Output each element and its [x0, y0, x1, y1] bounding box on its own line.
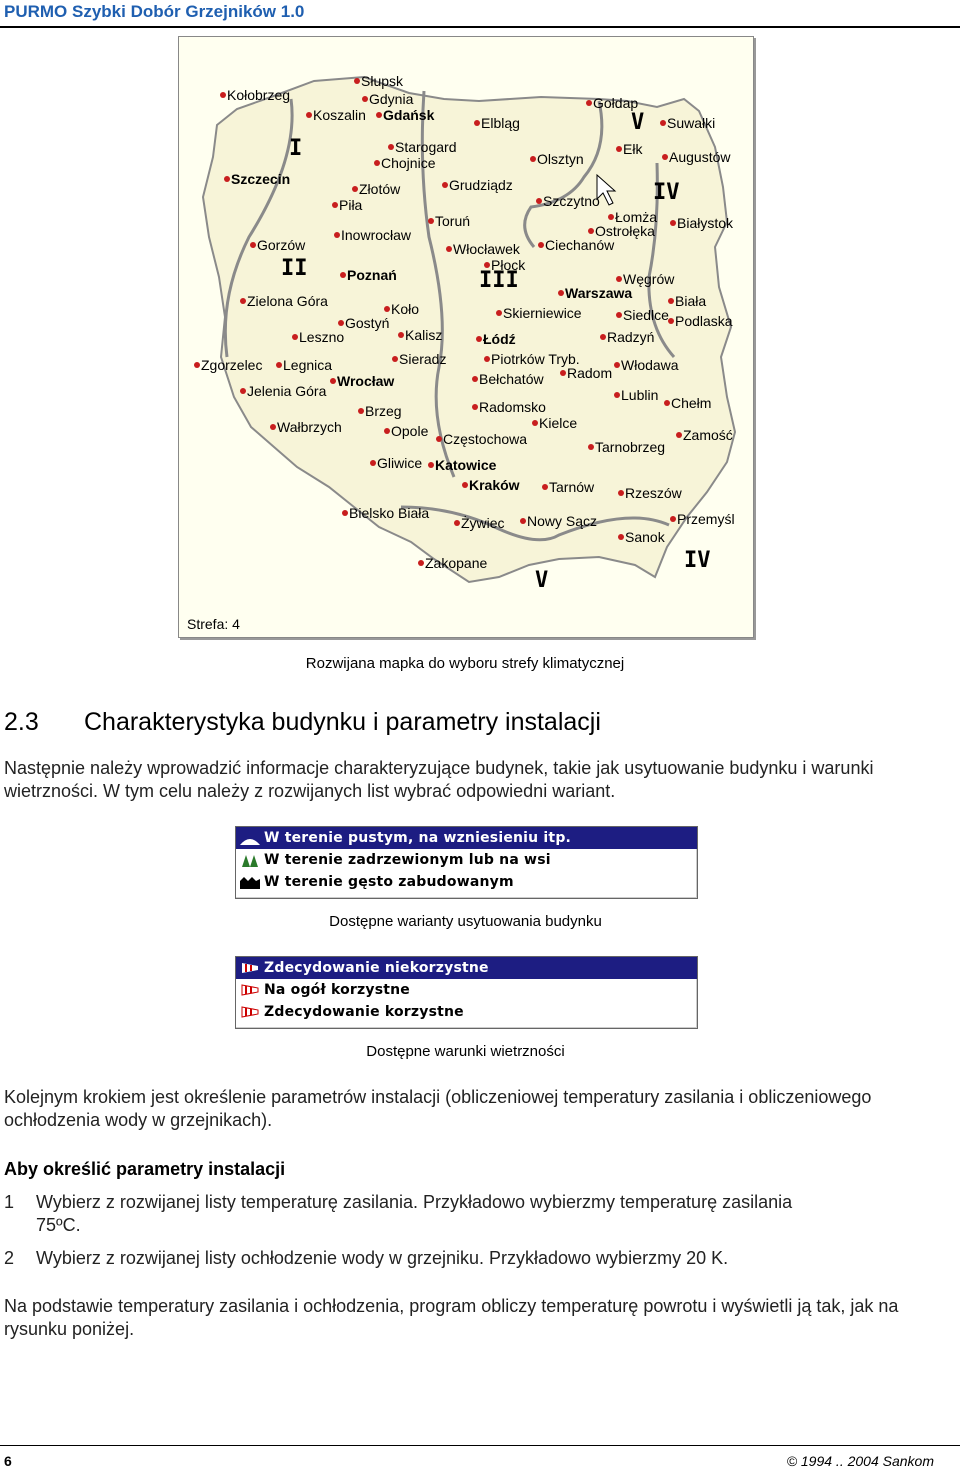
city-dot[interactable] [384, 428, 390, 434]
zone-label: II [281, 256, 308, 281]
map-caption: Rozwijana mapka do wyboru strefy klimatycznej [305, 655, 625, 672]
city-label: Augustów [669, 149, 731, 165]
list-item-label: W terenie pustym, na wzniesieniu itp. [264, 830, 572, 846]
city-label: Gorzów [257, 237, 306, 253]
city-label: Chełm [671, 395, 712, 411]
city-dot[interactable] [520, 518, 526, 524]
step-2 [4, 1247, 944, 1270]
city-dot[interactable] [608, 214, 614, 220]
list-item[interactable] [236, 1001, 697, 1023]
city-label: Rzeszów [625, 485, 682, 501]
city-dot[interactable] [358, 408, 364, 414]
city-dot[interactable] [388, 144, 394, 150]
city-label: Koszalin [313, 107, 366, 123]
city-label: Ciechanów [545, 237, 615, 253]
city-label: Nowy Sącz [527, 513, 598, 529]
city-label: Gliwice [377, 455, 423, 471]
step-number: 1 [4, 1192, 15, 1212]
city-label: Gostyń [345, 315, 390, 331]
city-label: Łomża [615, 209, 658, 225]
city-dot[interactable] [224, 176, 230, 182]
footer-rule [0, 1445, 960, 1446]
city-dot[interactable] [454, 520, 460, 526]
step-1 [4, 1191, 944, 1237]
city-label: Piotrków Tryb. [491, 351, 580, 367]
city-label: Sanok [625, 529, 665, 545]
list-item[interactable] [236, 871, 697, 893]
city-dot[interactable] [618, 490, 624, 496]
list-item[interactable] [236, 957, 697, 979]
city-label: Jelenia Góra [247, 383, 327, 399]
city-label: Węgrów [623, 271, 675, 287]
poland-outline [203, 77, 735, 582]
city-label: Legnica [283, 357, 333, 373]
city-dot[interactable] [334, 232, 340, 238]
section-number: 2.3 [4, 708, 39, 736]
city-dot[interactable] [340, 272, 346, 278]
step-text: Wybierz z rozwijanej listy ochłodzenie wody w grzejniku. Przykładowo wybierzmy 20 K. [36, 1248, 729, 1268]
city-label: Starogard [395, 139, 457, 155]
city-dot[interactable] [532, 420, 538, 426]
section-title: Charakterystyka budynku i parametry instalacji [84, 708, 601, 736]
city-dot[interactable] [436, 436, 442, 442]
city-dot[interactable] [560, 370, 566, 376]
city-label: Ełk [623, 141, 643, 157]
city-label: Sieradz [399, 351, 447, 367]
city-dot[interactable] [614, 392, 620, 398]
list-item[interactable] [236, 849, 697, 871]
city-dot[interactable] [332, 202, 338, 208]
city-dot[interactable] [538, 242, 544, 248]
list-item-label: Zdecydowanie niekorzystne [264, 960, 489, 976]
city-dot[interactable] [338, 320, 344, 326]
city-dot[interactable] [614, 362, 620, 368]
city-dot[interactable] [616, 146, 622, 152]
city-dot[interactable] [616, 276, 622, 282]
city-label: Bełchatów [479, 371, 544, 387]
city-label: Szczytno [543, 193, 600, 209]
city-label: Podlaska [675, 313, 733, 329]
city-label: Kołobrzeg [227, 87, 291, 103]
city-label: Leszno [299, 329, 345, 345]
windsock-icon [240, 961, 260, 975]
city-label: Włocławek [453, 241, 520, 257]
wind-caption: Dostępne warunki wietrzności [366, 1043, 565, 1060]
city-label: Koło [391, 301, 420, 317]
city-label: Poznań [347, 267, 397, 283]
section-heading [4, 708, 601, 737]
trees-icon [240, 853, 260, 867]
city-dot[interactable] [474, 120, 480, 126]
city-dot[interactable] [536, 198, 542, 204]
city-dot[interactable] [670, 516, 676, 522]
zone-label: IV [684, 548, 711, 573]
city-dot[interactable] [660, 120, 666, 126]
city-dot[interactable] [558, 290, 564, 296]
city-dot[interactable] [676, 432, 682, 438]
city-dot[interactable] [586, 100, 592, 106]
city-dot[interactable] [484, 356, 490, 362]
city-label: Chojnice [381, 155, 436, 171]
city-label: Kraków [469, 477, 520, 493]
hill-house-icon [240, 831, 260, 845]
city-dot[interactable] [662, 154, 668, 160]
city-label: Włodawa [621, 357, 679, 373]
step-text: 75ºC. [36, 1215, 81, 1235]
city-label: Piła [339, 197, 363, 213]
city-label: Tarnobrzeg [595, 439, 666, 455]
city-label: Łódź [483, 331, 516, 347]
city-dot[interactable] [270, 424, 276, 430]
city-label: Wrocław [337, 373, 395, 389]
city-label: Inowrocław [341, 227, 412, 243]
city-label: Wałbrzych [277, 419, 342, 435]
city-dot[interactable] [446, 246, 452, 252]
zone-label: V [631, 110, 645, 135]
city-label: Katowice [435, 457, 497, 473]
city-label: Opole [391, 423, 429, 439]
city-dot[interactable] [616, 312, 622, 318]
city-dot[interactable] [484, 262, 490, 268]
document-title: PURMO Szybki Dobór Grzejników 1.0 [4, 2, 305, 21]
list-item-label: Zdecydowanie korzystne [264, 1004, 464, 1020]
city-label: Biała [675, 293, 707, 309]
city-label: Zakopane [425, 555, 488, 571]
city-label: Kielce [539, 415, 578, 431]
city-dot[interactable] [220, 92, 226, 98]
windsock-icon [240, 983, 260, 997]
city-label: Brzeg [365, 403, 402, 419]
city-dot[interactable] [292, 334, 298, 340]
city-dot[interactable] [352, 186, 358, 192]
city-dot[interactable] [354, 78, 360, 84]
return-temp-paragraph: Na podstawie temperatury zasilania i ochłodzenia, program obliczy temperaturę powrotu i wyświetli ją tak, jak na rysunku poniżej. [4, 1296, 899, 1339]
list-item-label: W terenie gęsto zabudowanym [264, 874, 514, 890]
city-dot[interactable] [374, 160, 380, 166]
city-dot[interactable] [496, 310, 502, 316]
intro-paragraph: Następnie należy wprowadzić informacje charakteryzujące budynek, takie jak usytuowanie budynku i warunki wietrzności. W tym celu należy z rozwijanych list wybrać odpowiedni wariant. [4, 758, 874, 801]
city-dot[interactable] [428, 218, 434, 224]
climate-zone-map[interactable] [178, 36, 754, 638]
list-item[interactable] [236, 827, 697, 849]
city-dot[interactable] [618, 534, 624, 540]
city-dot[interactable] [370, 460, 376, 466]
subheading: Aby określić parametry instalacji [4, 1159, 286, 1179]
zone-label: IV [653, 180, 680, 205]
zone-label: III [479, 268, 519, 293]
city-dot[interactable] [240, 388, 246, 394]
city-label: Zgorzelec [201, 357, 263, 373]
city-label: Słupsk [361, 73, 404, 89]
city-dot[interactable] [250, 242, 256, 248]
city-dot[interactable] [664, 400, 670, 406]
city-label: Płock [491, 257, 526, 273]
buildings-icon [240, 875, 260, 889]
city-dot[interactable] [276, 362, 282, 368]
city-dot[interactable] [600, 334, 606, 340]
city-dot[interactable] [442, 182, 448, 188]
city-label: Warszawa [565, 285, 633, 301]
city-dot[interactable] [362, 96, 368, 102]
city-label: Elbląg [481, 115, 520, 131]
city-dot[interactable] [306, 112, 312, 118]
windsock-icon [240, 1005, 260, 1019]
wind-conditions-list[interactable] [235, 956, 698, 1029]
city-dot[interactable] [588, 228, 594, 234]
city-dot[interactable] [476, 336, 482, 342]
city-dot[interactable] [530, 156, 536, 162]
city-label: Zamość [683, 427, 733, 443]
step-number: 2 [4, 1248, 15, 1268]
city-dot[interactable] [670, 220, 676, 226]
list-item[interactable] [236, 979, 697, 1001]
city-label: Radomsko [479, 399, 546, 415]
city-label: Gołdap [593, 95, 639, 111]
city-label: Radzyń [607, 329, 655, 345]
city-dot[interactable] [418, 560, 424, 566]
city-dot[interactable] [194, 362, 200, 368]
city-dot[interactable] [472, 404, 478, 410]
city-label: Częstochowa [443, 431, 528, 447]
situation-caption: Dostępne warianty usytuowania budynku [329, 913, 602, 930]
city-label: Siedlce [623, 307, 669, 323]
city-dot[interactable] [384, 306, 390, 312]
city-label: Bielsko Biała [349, 505, 430, 521]
city-label: Gdynia [369, 91, 414, 107]
city-label: Lublin [621, 387, 659, 403]
city-label: Ostrołęka [595, 223, 655, 239]
city-label: Toruń [435, 213, 471, 229]
city-label: Gdańsk [383, 107, 435, 123]
city-dot[interactable] [240, 298, 246, 304]
city-label: Grudziądz [449, 177, 513, 193]
city-label: Złotów [359, 181, 401, 197]
city-dot[interactable] [462, 482, 468, 488]
city-dot[interactable] [428, 462, 434, 468]
city-label: Żywiec [461, 515, 505, 531]
city-label: Szczecin [231, 171, 291, 187]
city-label: Białystok [677, 215, 734, 231]
city-label: Skierniewice [503, 305, 582, 321]
step-text: Wybierz z rozwijanej listy temperaturę zasilania. Przykładowo wybierzmy temperaturę zasilania [36, 1192, 793, 1212]
header-rule [0, 26, 960, 28]
list-item-label: Na ogół korzystne [264, 982, 410, 998]
city-label: Zielona Góra [247, 293, 328, 309]
building-situation-list[interactable] [235, 826, 698, 899]
city-dot[interactable] [472, 376, 478, 382]
copyright: © 1994 .. 2004 Sankom [786, 1453, 934, 1469]
city-label: Kalisz [405, 327, 443, 343]
city-label: Tarnów [549, 479, 595, 495]
city-dot[interactable] [342, 510, 348, 516]
city-label: Przemyśl [677, 511, 735, 527]
city-dot[interactable] [392, 356, 398, 362]
page-number: 6 [4, 1453, 12, 1469]
city-dot[interactable] [398, 332, 404, 338]
zone-status: Strefa: 4 [187, 616, 240, 632]
zone-label: I [289, 136, 303, 161]
city-dot[interactable] [376, 112, 382, 118]
city-label: Olsztyn [537, 151, 584, 167]
city-dot[interactable] [330, 378, 336, 384]
city-dot[interactable] [542, 484, 548, 490]
parameters-paragraph: Kolejnym krokiem jest określenie parametrów instalacji (obliczeniowej temperatury zasilania i obliczeniowego ochłodzenia wody w grzejnikach). [4, 1087, 872, 1130]
city-dot[interactable] [588, 444, 594, 450]
zone-label: V [535, 568, 549, 593]
city-dot[interactable] [668, 298, 674, 304]
list-item-label: W terenie zadrzewionym lub na wsi [264, 852, 551, 868]
city-label: Suwałki [667, 115, 716, 131]
city-label: Radom [567, 365, 613, 381]
